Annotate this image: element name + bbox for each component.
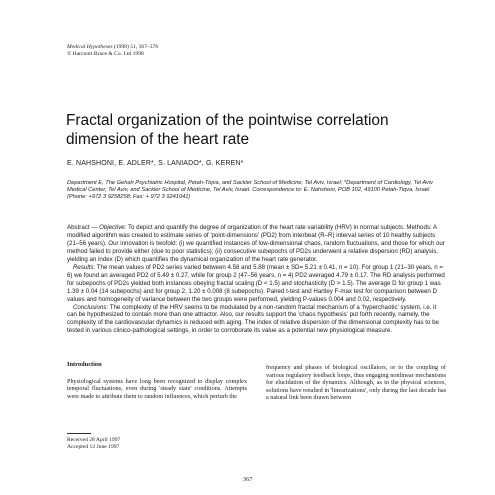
section-heading-introduction: Introduction [67,361,102,368]
abstract-conclusions-head: Conclusions: [73,303,109,311]
journal-volume-pages: (1998) 51, 367–376 [112,44,159,50]
received-date: Received 28 April 1997 [67,437,121,443]
abstract-conclusions [67,304,445,336]
article-dates [67,437,120,451]
abstract-results-head: Results: [73,263,96,271]
journal-header [67,44,158,58]
abstract-objective-text: To depict and quantify the degree of organization of the heart rate variability (HRV) in normal subjects. Methods: A modified algorithm was created to estimate series of 'point-dimensions' (PD2) from interbeat (R–R) interval series of 10 healthy subjects (21–56 years). Our innovation is twofold: (i) we quantified instances of low-dimensional chaos, random fluctuations, and those for which our method failed to provide either (due to poor statistics); (ii) consecutive subepochs of PD2s underwent a relative dispersion (RD) analysis, yielding an index (D) which quantifies the dynamical organization of the heart rate generator. [67,224,445,263]
abstract [67,224,445,335]
abstract-conclusions-text: The complexity of the HRV seems to be modulated by a non-random fractal mechanism of a 'hyperchaotic' system, i.e. it can be hypothesized to contain more than one attractor. Also, our results support the 'chaos hypothesis' put forth recently, namely, the complexity of the cardiovascular dynamics is reduced with aging. The index of relative dispersion of the dimensional complexity has to be tested in various clinico-pathological settings, in order to corroborate its value as a potential new physiological measure. [67,303,439,335]
abstract-objective [67,224,445,264]
abstract-label: Abstract — [67,224,100,231]
article-title: Fractal organization of the pointwise correlation dimension of the heart rate [66,112,389,148]
abstract-results-text: The mean values of PD2 series varied between 4.58 and 5.88 (mean ± SD= 5.21 ± 0.41, n = 10). For group 1 (21–30 years, n = 6) we found an averaged PD2 of 5.49 ± 0.27, while for group 2 (47–56 years, n = 4) PD2 averaged 4.79 ± 0.17. The RD analysis performed for subepochs of PD2s yielded both instances obeying fractal scaling (D < 1.5) and stochasticity (D > 1.5). The average D for group 1 was 1.39 ± 0.04 (14 subepochs) and for group 2, 1.20 ± 0.008 (8 subepochs). Paired t-test and Hartley F-max test for comparison between D values and homogeneity of variance between the two groups were performed, yielding P-values 0.004 and 0.02, respectively. [67,263,445,303]
copyright-line: © Harcourt Brace & Co. Ltd 1998 [67,51,144,57]
author-list: E. NAHSHONI, E. ADLER*, S. LANIADO*, G. KEREN* [67,160,244,167]
intro-left-text: Physiological systems have long been recognized to display complex temporal fluctuations, even during 'steady state' conditions. Attempts were made to attribute them to random influences, which perturb the [67,377,247,400]
intro-right-column [266,364,446,402]
journal-citation [67,44,158,51]
affiliation-block: Department E, The Gehah Psychiatric Hospital, Petah-Tiqva, and Sackler School of Medicine, Tel Aviv, Israel; *Department of Cardiology, Tel Aviv Medical Center, Tel Aviv, and Sackler School of Medicine, Tel Aviv, Israel. Correspondence to: E. Nahshoni, POB 102, 49100 Petah-Tiqva, Israel (Phone: +972 3 9258258; Fax: + 972 3 9241041) [67,180,434,201]
abstract-results [67,264,445,304]
accepted-date: Accepted 12 June 1997 [67,444,120,450]
intro-left-column [67,361,247,400]
abstract-objective-head: Objective: [99,224,127,231]
intro-right-text: frequency and phases of biological oscillators, or to the coupling of various regulatory feedback loops, thus engaging nonlinear mechanisms for elucidation of the dynamics. Although, as in the physical sciences, solutions have resulted in 'linearizations', only during the last decade has a natural link been drawn between [266,364,446,402]
page-number: 367 [243,476,253,483]
footnote-rule [67,433,91,434]
journal-name: Medical Hypotheses [67,44,113,50]
